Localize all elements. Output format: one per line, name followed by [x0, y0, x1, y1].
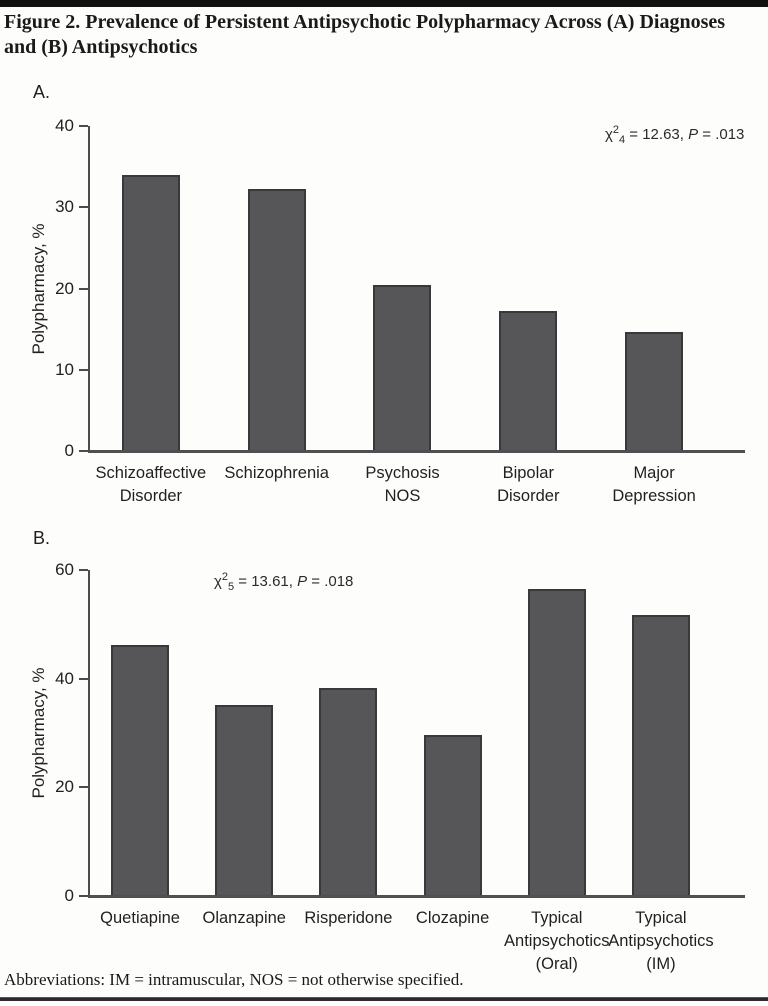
- bars-area: [88, 126, 717, 505]
- chart-panel-a: [29, 116, 745, 505]
- bar-Clozapine: [424, 735, 482, 896]
- bar-Psychosis NOS: [373, 285, 431, 451]
- x-axis-line: [88, 895, 745, 898]
- chi-symbol: χ: [214, 573, 222, 590]
- y-tick-label: 40: [55, 668, 74, 688]
- panel-b-label: B.: [33, 528, 51, 548]
- y-tick-label: 0: [64, 441, 74, 460]
- bar-slot: [401, 570, 505, 927]
- y-tick-mark: [79, 895, 88, 897]
- p-value: = .013: [698, 126, 745, 143]
- figure-bottom-rule: [0, 997, 768, 1001]
- y-tick-label: 60: [55, 560, 74, 579]
- bar-Typical Antipsychotics (Oral): [528, 589, 586, 896]
- chi-symbol: χ: [605, 126, 613, 143]
- y-tick-10: [50, 360, 88, 380]
- y-tick-mark: [79, 206, 88, 208]
- y-tick-mark: [79, 786, 88, 788]
- y-axis-ticks: [28, 560, 88, 905]
- y-tick-mark: [79, 678, 88, 680]
- x-axis-label: Quetiapine: [100, 909, 180, 927]
- x-axis-label: Typical Antipsychotics (IM): [608, 909, 714, 973]
- chi-subscript: 5: [228, 581, 235, 593]
- y-tick-20: [50, 777, 88, 797]
- x-axis-label: Psychosis NOS: [365, 464, 440, 505]
- abbreviations-footnote: Abbreviations: IM = intramuscular, NOS = not otherwise specified.: [4, 970, 464, 989]
- bar-Typical Antipsychotics (IM): [632, 615, 690, 896]
- x-axis-label: Schizophrenia: [224, 464, 329, 482]
- y-tick-mark: [79, 369, 88, 371]
- y-tick-mark: [79, 288, 88, 290]
- x-axis-line: [88, 450, 745, 453]
- p-value: = .018: [307, 573, 354, 590]
- bar-slot: [88, 126, 214, 505]
- y-tick-label: 10: [55, 359, 74, 379]
- figure-title: [4, 10, 766, 60]
- chi-square-annotation: [214, 571, 353, 593]
- y-tick-60: [50, 560, 88, 580]
- x-axis-label: Clozapine: [415, 909, 490, 927]
- x-axis-label: Risperidone: [304, 909, 393, 927]
- bar-Olanzapine: [215, 705, 273, 896]
- chi-statistic: = 12.63,: [625, 126, 689, 143]
- y-tick-30: [50, 197, 88, 217]
- y-axis-title: Polypharmacy, %: [29, 667, 48, 799]
- y-tick-label: 0: [64, 886, 74, 905]
- bar-Schizoaffective Disorder: [122, 175, 180, 451]
- p-label: P: [297, 573, 308, 590]
- x-axis-label: Typical Antipsychotics (Oral): [504, 909, 610, 973]
- bar-slot: [214, 126, 340, 482]
- chi-square-annotation: [605, 124, 744, 146]
- y-tick-label: 20: [55, 278, 74, 298]
- chi-statistic: = 13.61,: [234, 573, 298, 590]
- y-tick-20: [50, 279, 88, 299]
- bars-area: [88, 570, 714, 973]
- chi-superscript: 2: [612, 124, 619, 136]
- y-tick-0: [50, 886, 88, 906]
- bar-slot: [340, 126, 466, 505]
- bar-Schizophrenia: [248, 189, 306, 451]
- x-axis-label: Major Depression: [612, 464, 696, 505]
- y-axis-title: Polypharmacy, %: [29, 222, 48, 355]
- y-tick-mark: [79, 125, 88, 127]
- bar-slot: [465, 126, 591, 505]
- chi-superscript: 2: [221, 571, 228, 583]
- bar-slot: [591, 126, 717, 505]
- x-axis-label: Bipolar Disorder: [497, 464, 560, 505]
- bar-slot: [192, 570, 296, 927]
- y-tick-40: [50, 669, 88, 689]
- y-tick-label: 20: [55, 777, 74, 797]
- bar-slot: [504, 570, 610, 973]
- figure-title-line2: and (B) Antipsychotics: [4, 36, 198, 58]
- y-tick-mark: [79, 569, 88, 571]
- bar-Bipolar Disorder: [499, 311, 557, 451]
- figure-top-rule: [0, 0, 768, 7]
- chi-subscript: 4: [619, 134, 626, 146]
- x-axis-label: Schizoaffective Disorder: [95, 464, 207, 505]
- panel-a-label: A.: [33, 82, 51, 102]
- bar-Risperidone: [319, 688, 377, 896]
- y-tick-40: [50, 116, 88, 136]
- bar-slot: [296, 570, 400, 927]
- bar-slot: [88, 570, 192, 927]
- y-tick-0: [50, 441, 88, 461]
- y-tick-label: 30: [55, 197, 74, 217]
- figure-title-line1: Figure 2. Prevalence of Persistent Antipsychotic Polypharmacy Across (A) Diagnoses: [4, 11, 726, 33]
- y-tick-label: 40: [55, 116, 74, 135]
- y-axis-ticks: [28, 116, 88, 460]
- x-axis-label: Olanzapine: [202, 909, 286, 927]
- p-label: P: [688, 126, 699, 143]
- y-tick-mark: [79, 450, 88, 452]
- chart-panel-b: [29, 560, 745, 973]
- bar-Major Depression: [625, 332, 683, 451]
- bar-slot: [608, 570, 714, 973]
- bar-Quetiapine: [111, 645, 169, 896]
